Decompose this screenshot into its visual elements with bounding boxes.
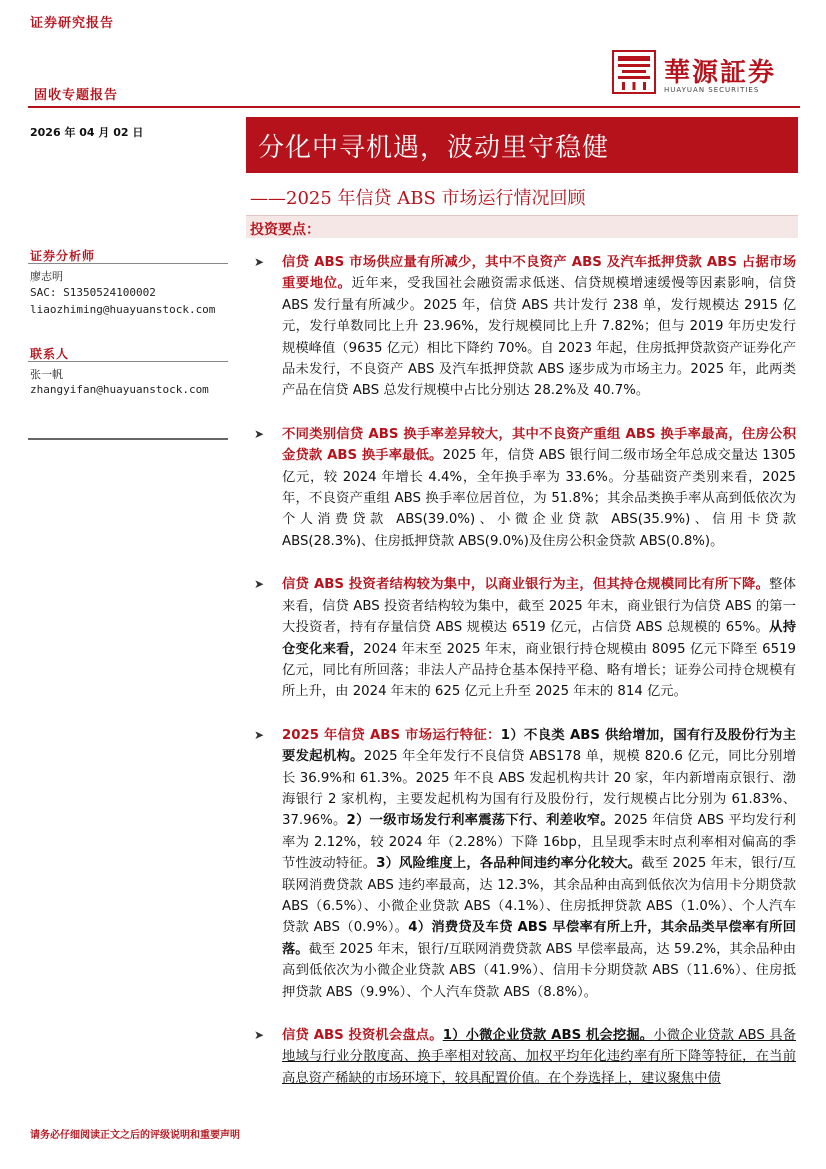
key-point-head: 信贷 ABS 投资机会盘点。 — [282, 1028, 443, 1043]
contact-email[interactable]: zhangyifan@huayuanstock.com — [30, 383, 209, 396]
contact-label: 联系人 — [30, 347, 70, 361]
contact-divider — [28, 361, 228, 362]
key-point-body: 截至 2025 年末，银行/互联网消费贷款 ABS 违约率最高，达 12.3%，其余品种由高到低依次为信用卡分期贷款 ABS（6.5%）、小微企业贷款 ABS（4.1%）、住房抵押贷款 ABS（1.0%）、个人汽车贷款 ABS（0.9%）。 — [282, 856, 796, 936]
analyst-sac: SAC: S1350524100002 — [30, 286, 156, 299]
analyst-email[interactable]: liaozhiming@huayuanstock.com — [30, 303, 216, 316]
key-point — [252, 1025, 796, 1089]
key-point — [252, 424, 796, 552]
brand-name-en: HUAYUAN SECURITIES — [664, 86, 760, 94]
key-point-body: 2025 年信贷 ABS 平均发行利率为 2.12%，较 2024 年（2.28%）下降 16bp，且呈现季末时点利率相对偏高的季节性波动特征。 — [282, 813, 796, 872]
key-points — [252, 252, 796, 1089]
key-point-body: 2024 年末至 2025 年末，商业银行持仓规模由 8095 亿元下降至 6519 亿元，同比有所回落；非法人产品持仓基本保持平稳、略有增长；证券公司持仓规模有所上升，由 2024 年末的 625 亿元上升至 2025 年末的 814 亿元。 — [282, 641, 797, 700]
contact-name: 张一帆 — [30, 368, 63, 381]
sidebar-rule — [28, 438, 228, 440]
title-banner — [246, 117, 798, 173]
key-point — [252, 252, 796, 402]
brand-logo — [612, 50, 798, 100]
key-point-body: 2025 年全年发行不良信贷 ABS178 单，规模 820.6 亿元，同比分别增长 36.9%和 61.3%。2025 年不良 ABS 发起机构共计 20 家，年内新增南京银行、渤海银行 2 家机构，主要发起机构为国有行及股份行，发行规模占比分别为 61.83%、37.96%。 — [282, 749, 797, 829]
page-title: 分化中寻机遇，波动里守稳健 — [258, 133, 610, 163]
header-rule — [28, 106, 800, 108]
key-point-head: 不同类别信贷 ABS 换手率差异较大，其中不良资产重组 ABS 换手率最高，住房公积金贷款 ABS 换手率最低。 — [282, 426, 796, 464]
analyst-label: 证券分析师 — [30, 249, 96, 263]
key-point-body: 截至 2025 年末，银行/互联网消费贷款 ABS 早偿率最高，达 59.2%，其余品种由高到低依次为小微企业贷款 ABS（41.9%）、信用卡分期贷款 ABS（11.6%）、住房抵押贷款 ABS（9.9%）、个人汽车贷款 ABS（8.8%）。 — [282, 941, 796, 1000]
bullet-arrow-icon: ➤ — [254, 727, 265, 742]
key-point-head: 2025 年信贷 ABS 市场运行特征： — [282, 727, 501, 743]
bullet-arrow-icon: ➤ — [254, 255, 265, 269]
report-date: 2026 年 04 月 02 日 — [30, 126, 144, 139]
bullet-arrow-icon: ➤ — [254, 577, 265, 592]
report-series: 证券研究报告 — [30, 16, 115, 31]
key-point-head: 信贷 ABS 投资者结构较为集中，以商业银行为主，但其持仓规模同比有所下降。 — [282, 577, 770, 593]
key-point-subhead: 从持仓变化来看， — [282, 620, 796, 657]
key-point-head: 信贷 ABS 市场供应量有所减少，其中不良资产 ABS 及汽车抵押贷款 ABS 占据市场重要地位。 — [282, 255, 796, 292]
key-point-body: 小微企业贷款 ABS 具备地域与行业分散度高、换手率相对较高、加权平均年化违约率有所下降等特征，在当前高息资产稀缺的市场环境下，较具配置价值。在个券选择上，建议聚焦中债 — [282, 1028, 796, 1086]
analyst-name: 廖志明 — [30, 270, 63, 283]
key-point-body: 近年来，受我国社会融资需求低迷、信贷规模增速缓慢等因素影响，信贷 ABS 发行量有所减少。2025 年，信贷 ABS 共计发行 238 单，发行规模达 2915 亿元，发行单数同比上升 23.96%，发行规模同比上升 7.82%；但与 2019 年历史发行规模峰值（9635 亿元）相比下降约 70%。自 2023 年起，住房抵押贷款资产证券化产品未发行，不良资产 ABS 及汽车抵押贷款 ABS 逐步成为市场主力。2025 年，此两类产品在信贷 ABS 总发行规模中占比分别达 28.2%及 40.7%。 — [282, 276, 797, 399]
report-type: 固收专题报告 — [34, 88, 119, 103]
key-point-subhead: 2）一级市场发行利率震荡下行、利差收窄。 — [346, 813, 614, 829]
key-point-subhead: 1）不良类 ABS 供给增加，国有行及股份行为主要发起机构。 — [282, 727, 796, 765]
brand-logo-icon — [612, 50, 656, 94]
bullet-arrow-icon: ➤ — [254, 1028, 265, 1042]
bullet-arrow-icon: ➤ — [254, 426, 265, 441]
analyst-divider — [28, 263, 228, 264]
key-point — [252, 725, 796, 1003]
key-point-body: 2025 年，信贷 ABS 银行间二级市场全年总成交量达 1305 亿元，较 2024 年增长 4.4%，全年换手率为 33.6%。分基础资产类别来看，2025 年，不良资产重组 ABS 换手率位居首位，为 51.8%；其余品类换手率从高到低依次为个人消费贷款 ABS(39.0%)、小微企业贷款 ABS(35.9%)、信用卡贷款 ABS(28.3%)、住房抵押贷款 ABS(9.0%)及住房公积金贷款 ABS(0.8%)。 — [282, 448, 797, 549]
key-point-subhead: 4）消费贷及车贷 ABS 早偿率有所上升，其余品类早偿率有所回落。 — [282, 920, 796, 957]
section-label: 投资要点： — [250, 222, 320, 238]
footer-disclaimer: 请务必仔细阅读正文之后的评级说明和重要声明 — [30, 1130, 240, 1141]
page-subtitle: ——2025 年信贷 ABS 市场运行情况回顾 — [250, 188, 586, 209]
brand-name-cn: 華源証券 — [664, 58, 777, 88]
key-point-subhead: 1）小微企业贷款 ABS 机会挖掘。 — [442, 1028, 654, 1043]
section-header — [246, 215, 798, 238]
key-point-body: 整体来看，信贷 ABS 投资者结构较为集中，截至 2025 年末，商业银行为信贷 ABS 的第一大投资者，持有存量信贷 ABS 规模达 6519 亿元，占信贷 ABS 总规模的 65%。 — [282, 577, 796, 636]
key-point-subhead: 3）风险维度上，各品种间违约率分化较大。 — [376, 856, 642, 872]
key-point — [252, 574, 796, 702]
